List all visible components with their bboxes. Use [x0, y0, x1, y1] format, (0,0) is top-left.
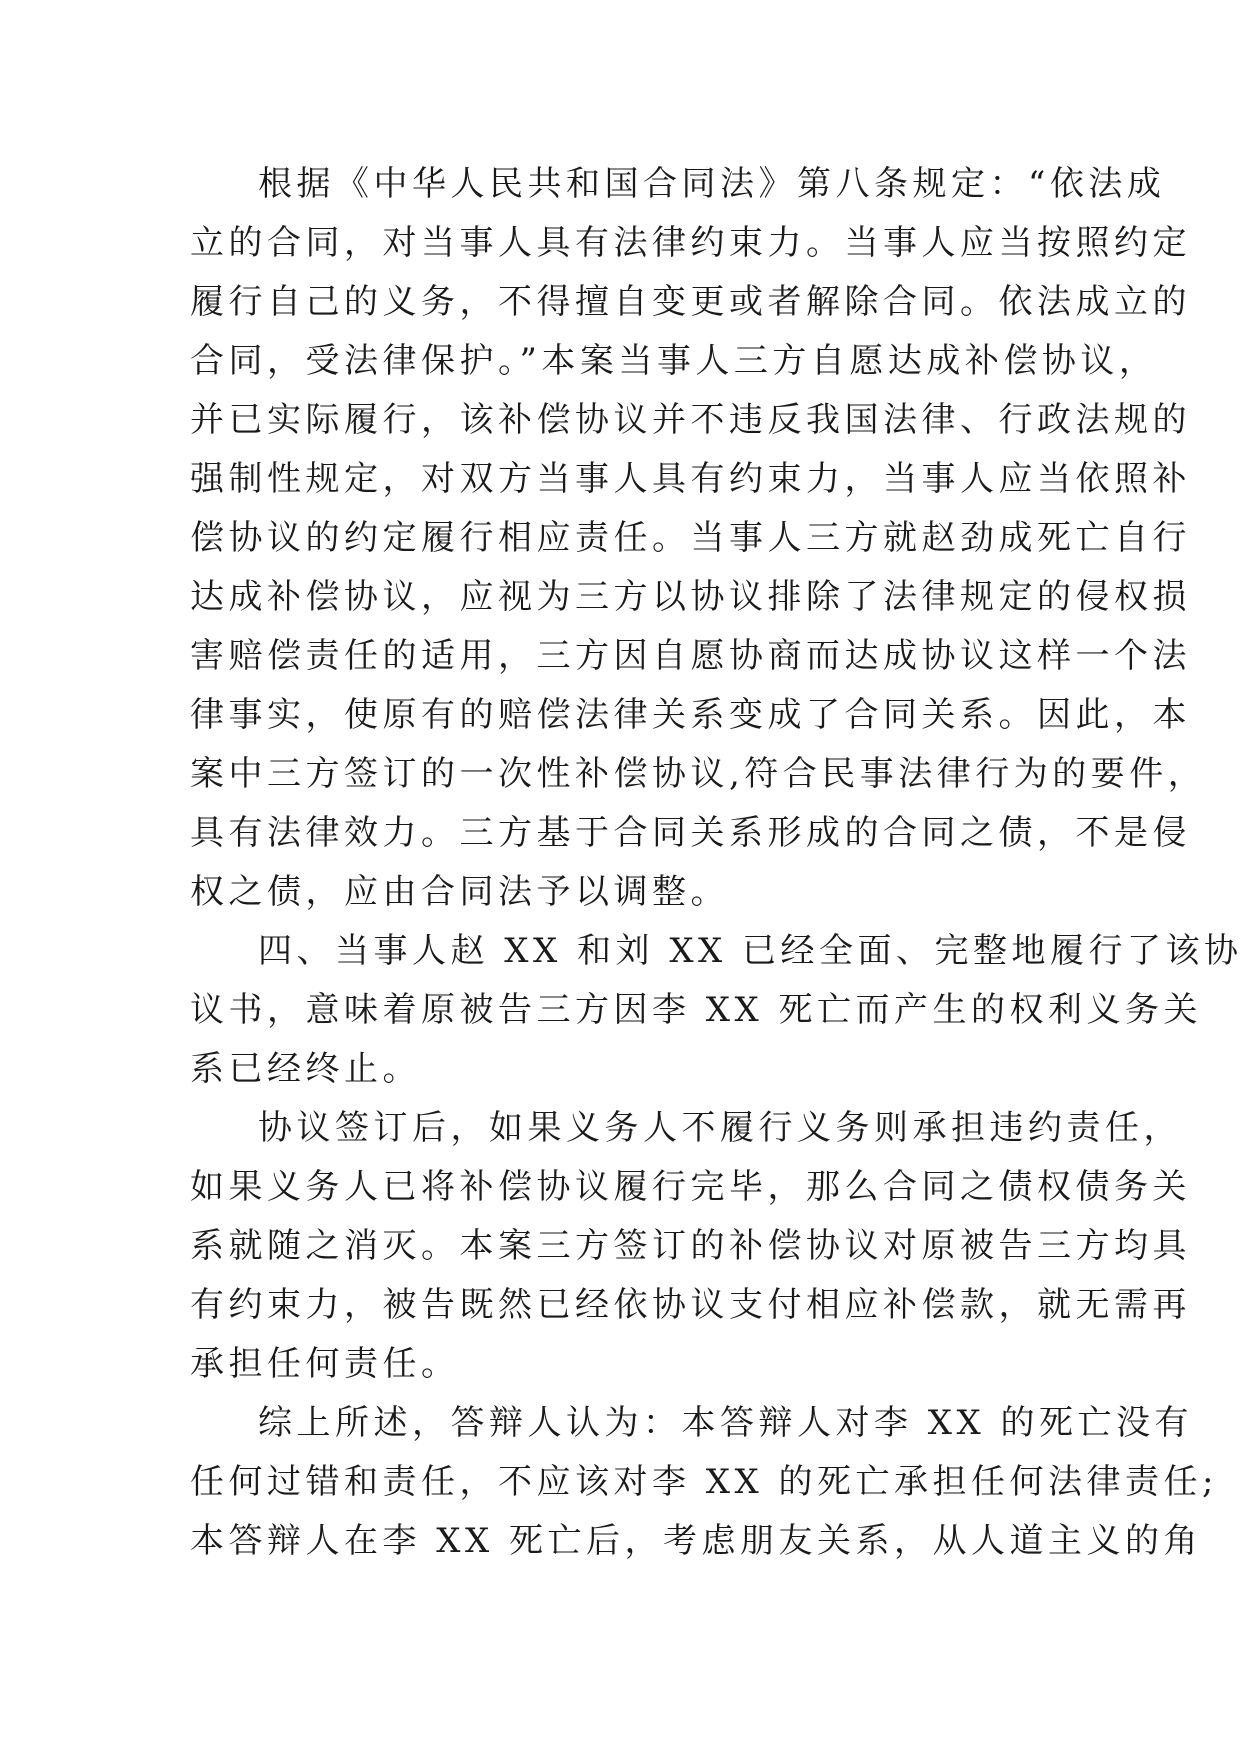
paragraph-point-four	[190, 922, 1243, 1099]
text-line: 有约束力，被告既然已经依协议支付相应补偿款，就无需再	[190, 1285, 1191, 1325]
document-body	[190, 155, 1243, 1571]
text-line: 承担任何责任。	[190, 1344, 460, 1384]
text-line: 议书，意味着原被告三方因李 XX 死亡而产生的权利义务关	[190, 990, 1203, 1030]
text-line: 协议签订后，如果义务人不履行义务则承担违约责任，	[258, 1108, 1182, 1148]
paragraph-contract-law	[190, 155, 1207, 922]
text-line: 强制性规定，对双方当事人具有约束力，当事人应当依照补	[190, 459, 1191, 499]
text-line: 达成补偿协议，应视为三方以协议排除了法律规定的侵权损	[190, 577, 1191, 617]
text-line: 履行自己的义务，不得擅自变更或者解除合同。依法成立的	[190, 282, 1191, 322]
paragraph-agreement-performance	[190, 1099, 1191, 1394]
text-line: 害赔偿责任的适用，三方因自愿协商而达成协议这样一个法	[190, 636, 1191, 676]
text-line: 权之债，应由合同法予以调整。	[190, 872, 729, 912]
text-line: 并已实际履行，该补偿协议并不违反我国法律、行政法规的	[190, 400, 1191, 440]
text-line: 系已经终止。	[190, 1049, 421, 1089]
text-line: 案中三方签订的一次性补偿协议,符合民事法律行为的要件，	[190, 754, 1207, 794]
paragraph-conclusion	[190, 1394, 1218, 1571]
text-line: 本答辩人在李 XX 死亡后，考虑朋友关系，从人道主义的角	[190, 1521, 1203, 1561]
text-line: 律事实，使原有的赔偿法律关系变成了合同关系。因此，本	[190, 695, 1191, 735]
text-line: 任何过错和责任，不应该对李 XX 的死亡承担任何法律责任;	[190, 1462, 1218, 1502]
text-line: 具有法律效力。三方基于合同关系形成的合同之债，不是侵	[190, 813, 1191, 853]
text-line: 系就随之消灭。本案三方签订的补偿协议对原被告三方均具	[190, 1226, 1191, 1266]
text-line: 立的合同，对当事人具有法律约束力。当事人应当按照约定	[190, 223, 1191, 263]
text-line: 偿协议的约定履行相应责任。当事人三方就赵劲成死亡自行	[190, 518, 1191, 558]
text-line: 合同，受法律保护。”本案当事人三方自愿达成补偿协议，	[190, 341, 1158, 381]
text-line: 综上所述，答辩人认为：本答辩人对李 XX 的死亡没有	[258, 1403, 1194, 1443]
text-line: 四、当事人赵 XX 和刘 XX 已经全面、完整地履行了该协	[258, 931, 1243, 971]
text-line: 如果义务人已将补偿协议履行完毕，那么合同之债权债务关	[190, 1167, 1191, 1207]
text-line: 根据《中华人民共和国合同法》第八条规定：“依法成	[258, 164, 1166, 204]
